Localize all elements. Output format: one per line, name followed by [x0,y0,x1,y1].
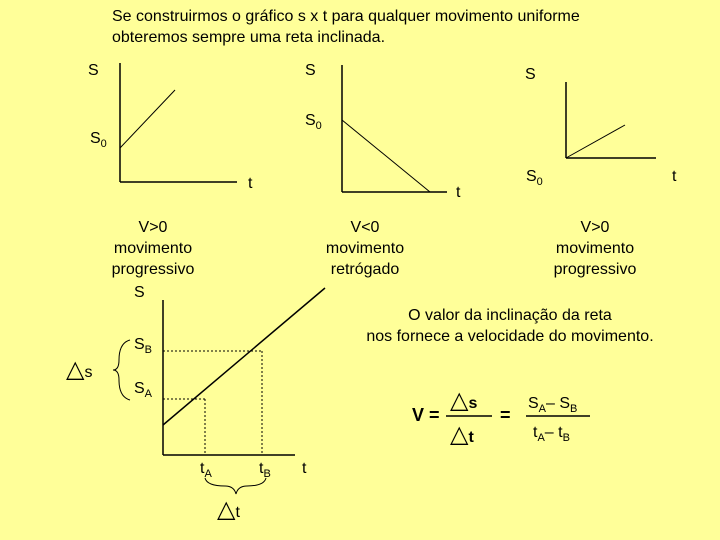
graph2-line [342,120,430,192]
delta-s-brace [113,340,130,400]
graph2-t-label: t [456,184,461,201]
detail-ta-label: $t_A$ [200,460,212,480]
graph1-t-label: t [248,175,253,192]
graph1-axes [120,63,237,182]
detail-t-label: t [302,460,307,477]
delta-s-var: s [84,364,93,381]
graph2-s0-label: $S_0$ [305,112,322,132]
delta-icon: △ [66,356,85,383]
intro-line-1: Se construirmos o gráfico s x t para qualquer movimento uniforme [112,8,580,25]
slope-note-line2: nos fornece a velocidade do movimento. [366,328,654,345]
delta-icon: △ [217,496,236,523]
graph1-s-label: S [88,62,99,79]
delta-icon: △ [450,421,469,448]
delta-icon: △ [450,387,469,414]
graph2-axes [342,65,447,192]
slope-note [335,305,685,347]
slope-note-line1: O valor da inclinação da reta [408,307,612,324]
formula-eq2: = [500,405,511,425]
graph3-caption-line3: progressivo [553,261,637,278]
formula-v: V = [412,405,440,425]
detail-guides [163,351,262,455]
graph2-s-label: S [305,62,316,79]
delta-s-label [66,355,92,384]
detail-line [163,288,325,425]
graph2-caption-velocity: V<0 [350,219,380,236]
detail-s-label: S [134,284,145,301]
graph2-caption-line3: retrógado [330,261,400,278]
graph1-caption-velocity: V>0 [138,219,168,236]
graph1-caption [98,217,208,280]
formula-delta-t [450,420,474,449]
formula-ds-var: s [468,395,478,412]
graph3-caption [540,217,650,280]
intro-line-2: obteremos sempre uma reta inclinada. [112,29,386,46]
graph3-s0-label: $S_0$ [526,168,543,188]
graph2-caption-line2: movimento [325,240,405,257]
detail-tb-label: $t_B$ [259,460,271,480]
graph3-s-label: S [525,66,536,83]
graph1-line [120,90,175,148]
detail-sa-label: $S_A$ [134,380,153,400]
formula-denominator: $t_A-$ $t_B$ [533,424,570,444]
graph3-caption-line2: movimento [555,240,635,257]
delta-t-var: t [235,504,240,521]
graph3-axes [566,82,656,158]
detail-axes [163,300,295,455]
graph3-t-label: t [672,168,677,185]
graph1-caption-line2: movimento [113,240,193,257]
formula-dt-var: t [468,429,474,446]
graph3-line [566,125,625,158]
formula-numerator: $S_A-$ $S_B$ [528,395,578,415]
delta-t-brace [205,478,266,494]
delta-t-label [217,495,240,524]
graph1-caption-line3: progressivo [111,261,195,278]
graph2-caption [310,217,420,280]
detail-sb-label: $S_B$ [134,336,153,356]
graph1-s0-label: $S_0$ [90,130,107,150]
graph3-caption-velocity: V>0 [580,219,610,236]
formula-delta-s [450,386,477,415]
